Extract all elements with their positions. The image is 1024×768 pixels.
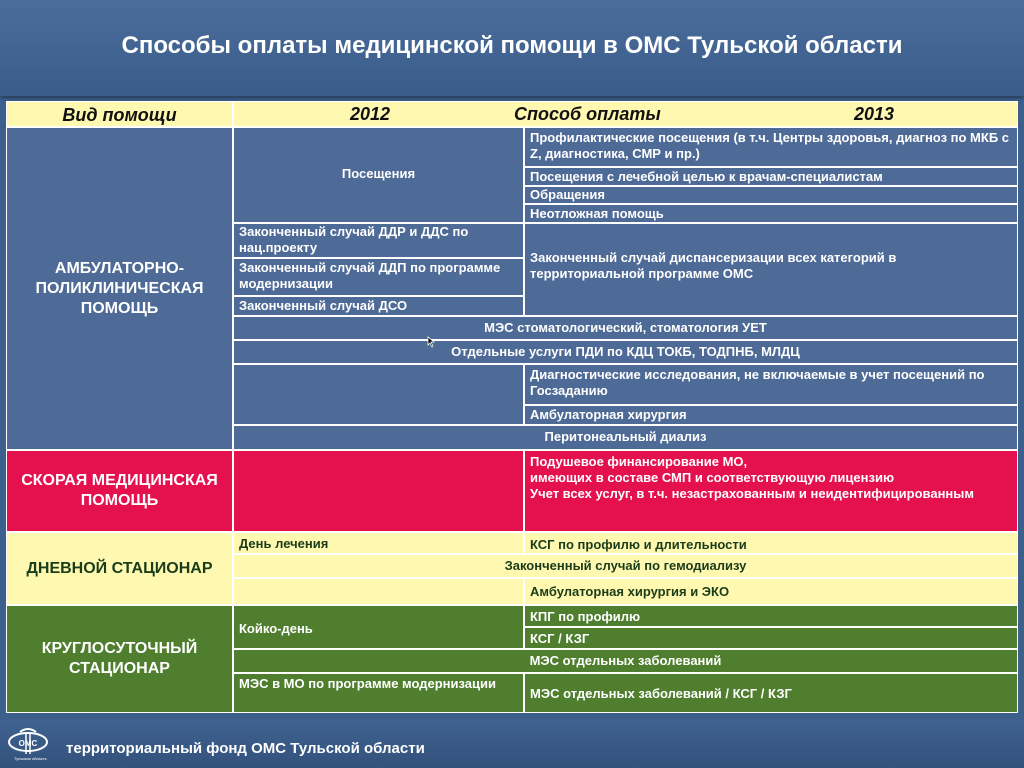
prof-visits-2013: Профилактические посещения (в т.ч. Центры здоровья, диагноз по МКБ с Z, диагностика, СМР и пр.) xyxy=(524,127,1018,167)
kpg-2013: КПГ по профилю xyxy=(524,605,1018,627)
amb-eko-2013: Амбулаторная хирургия и ЭКО xyxy=(524,578,1018,605)
mes-mo-2012: МЭС в МО по программе модернизации xyxy=(233,673,524,713)
emergency-line-3: Учет всех услуг, в т.ч. незастрахованным и неидентифицированным xyxy=(530,486,975,501)
urgent-care-2013: Неотложная помощь xyxy=(524,204,1018,223)
payment-method-label: Способ оплаты xyxy=(514,104,661,124)
category-hospital: КРУГЛОСУТОЧНЫЙ СТАЦИОНАР xyxy=(6,605,233,713)
dso-2012: Законченный случай ДСО xyxy=(233,296,524,316)
appeals-2013: Обращения xyxy=(524,186,1018,204)
bed-day-2012: Койко-день xyxy=(233,605,524,649)
emergency-line-1: Подушевое финансирование МО, xyxy=(530,454,748,469)
year-2012-label: 2012 xyxy=(350,104,391,124)
ksg-2013: КСГ по профилю и длительности xyxy=(524,532,1018,554)
treat-day-2012: День лечения xyxy=(233,532,524,554)
emergency-2012-empty xyxy=(233,450,524,532)
category-day-hospital: ДНЕВНОЙ СТАЦИОНАР xyxy=(6,532,233,605)
diagnostics-2012-empty xyxy=(233,364,524,425)
ddp-2012: Законченный случай ДДП по программе модернизации xyxy=(233,258,524,296)
dispensary-2013: Законченный случай диспансеризации всех категорий в территориальной программе ОМС xyxy=(524,223,1018,316)
column-header-payment xyxy=(233,101,1018,127)
logo-label: ОМС xyxy=(18,739,38,748)
category-emergency: СКОРАЯ МЕДИЦИНСКАЯ ПОМОЩЬ xyxy=(6,450,233,532)
dental-mes-row: МЭС стоматологический, стоматология УЕТ xyxy=(233,316,1018,340)
amb-surgery-2013: Амбулаторная хирургия xyxy=(524,405,1018,425)
treat-visits-2013: Посещения с лечебной целью к врачам-специалистам xyxy=(524,167,1018,186)
ddr-dds-2012: Законченный случай ДДР и ДДС по нац.проекту xyxy=(233,223,524,258)
diagnostics-2013: Диагностические исследования, не включаемые в учет посещений по Госзаданию xyxy=(524,364,1018,405)
year-2013-label: 2013 xyxy=(854,104,895,124)
separate-services-row: Отдельные услуги ПДИ по КДЦ ТОКБ, ТОДПНБ, МЛДЦ xyxy=(233,340,1018,364)
category-ambulatory: АМБУЛАТОРНО-ПОЛИКЛИНИЧЕСКАЯ ПОМОЩЬ xyxy=(6,127,233,450)
payment-methods-table xyxy=(6,101,1018,713)
emergency-line-2: имеющих в составе СМП и соответствующую лицензию xyxy=(530,470,895,485)
dialysis-row: Перитонеальный диализ xyxy=(233,425,1018,450)
ksg-kzg-2013: КСГ / КЗГ xyxy=(524,627,1018,649)
amb-eko-2012-empty xyxy=(233,578,524,605)
hemodialysis-row: Законченный случай по гемодиализу xyxy=(233,554,1018,578)
cursor-icon xyxy=(427,336,437,348)
mes-ksg-2013: МЭС отдельных заболеваний / КСГ / КЗГ xyxy=(524,673,1018,713)
column-header-type: Вид помощи xyxy=(6,101,233,127)
emergency-2013 xyxy=(524,450,1018,532)
logo-subtitle: Тульская область xyxy=(14,756,47,761)
footer-text: территориальный фонд ОМС Тульской области xyxy=(66,740,425,757)
visits-2012: Посещения xyxy=(233,127,524,223)
mes-row: МЭС отдельных заболеваний xyxy=(233,649,1018,673)
page-title: Способы оплаты медицинской помощи в ОМС Тульской области xyxy=(121,32,903,59)
